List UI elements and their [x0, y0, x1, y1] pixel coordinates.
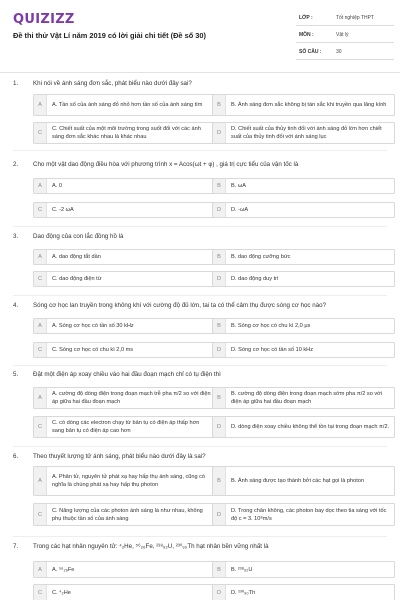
option-letter: C: [34, 123, 47, 143]
option-b[interactable]: [212, 318, 395, 334]
option-letter: A: [34, 467, 47, 495]
meta-row-question-count: [296, 46, 394, 60]
option-b[interactable]: [212, 561, 395, 578]
option-text: A. 0: [52, 183, 62, 189]
option-text: C. Sóng cơ học có chu kì 2,0 ms: [52, 347, 134, 353]
question-divider: [13, 295, 387, 296]
question-text: Sóng cơ học lan truyền trong không khí với cường độ đủ lớn, tai ta có thể cảm thụ được sóng cơ học nào?: [33, 302, 327, 309]
option-letter: C: [34, 417, 47, 437]
question-text: Theo thuyết lượng tử ánh sáng, phát biểu nào dưới đây là sai?: [33, 453, 206, 460]
option-text: D. Sóng cơ học có tần số 10 kHz: [231, 347, 314, 353]
option-d[interactable]: [212, 271, 395, 287]
option-letter: B: [213, 467, 226, 495]
option-text: B. Ánh sáng được tạo thành bởi các hạt gọi là photon: [231, 478, 364, 484]
option-d[interactable]: [212, 342, 395, 358]
question-divider: [13, 536, 387, 537]
option-a[interactable]: [33, 561, 216, 578]
question-text: Cho một vật dao động điều hòa với phương trình x = Acos(ωt + φ) , giá trị cực tiểu của vận tốc là: [33, 161, 299, 168]
question-number: 5.: [13, 371, 19, 378]
option-letter: B: [213, 388, 226, 408]
option-a[interactable]: [33, 387, 216, 409]
option-letter: A: [34, 250, 47, 264]
option-a[interactable]: [33, 318, 216, 334]
option-letter: B: [213, 319, 226, 333]
option-letter: B: [213, 250, 226, 264]
question-text: Dao động của con lắc đồng hồ là: [33, 233, 124, 240]
option-text: B. ωA: [231, 183, 246, 189]
option-text: C. Chiết suất của một môi trường trong suốt đối với các ánh sáng đơn sắc khác nhau là khác nhau: [52, 126, 201, 140]
question-number: 1.: [13, 80, 19, 87]
document-header: [0, 0, 400, 64]
question-number: 7.: [13, 543, 19, 550]
option-a[interactable]: [33, 466, 216, 496]
option-text: C. -2 ωA: [52, 207, 74, 213]
option-letter: D: [213, 504, 226, 525]
option-b[interactable]: [212, 178, 395, 194]
option-text: B. cường độ dòng điện trong đoạn mạch sớm pha π/2 so với điện áp giữa hai đầu đoạn mạch: [231, 391, 383, 405]
meta-row-subject: [296, 29, 394, 43]
option-text: B. dao động cưỡng bức: [231, 254, 291, 260]
option-letter: D: [213, 123, 226, 143]
question-text: Đặt một điện áp xoay chiều vào hai đầu đoạn mạch chỉ có tụ điện thì: [33, 371, 221, 378]
question-number: 3.: [13, 233, 19, 240]
meta-key-question-count: SỐ CÂU :: [299, 49, 322, 55]
option-letter: C: [34, 585, 47, 600]
option-d[interactable]: [212, 503, 395, 526]
quizizz-logo: QUIZIZZ: [13, 12, 75, 27]
meta-value-question-count: 30: [336, 49, 342, 55]
option-c[interactable]: [33, 416, 216, 438]
option-a[interactable]: [33, 249, 216, 265]
option-text: B. Sóng cơ học có chu kì 2,0 μs: [231, 323, 311, 329]
option-d[interactable]: [212, 122, 395, 144]
question-text: Trong các hạt nhân nguyên tử: ⁴₂He, ⁵⁶₂₆Fe, ²³⁸₉₂U, ²³⁰₉₀Th hạt nhân bền vững nhất là: [33, 543, 269, 550]
option-c[interactable]: [33, 122, 216, 144]
option-text: A. dao động tắt dần: [52, 254, 101, 260]
option-c[interactable]: [33, 503, 216, 526]
option-b[interactable]: [212, 249, 395, 265]
option-text: A. Tần số của ánh sáng đỏ nhỏ hơn tần số của ánh sáng tím: [52, 102, 203, 108]
question-divider: [13, 446, 387, 447]
option-letter: C: [34, 504, 47, 525]
option-letter: D: [213, 343, 226, 357]
option-letter: B: [213, 179, 226, 193]
option-c[interactable]: [33, 584, 216, 600]
question-text: Khi nói về ánh sáng đơn sắc, phát biểu nào dưới đây sai?: [33, 80, 192, 87]
meta-value-subject: Vật lý: [336, 32, 349, 38]
option-letter: B: [213, 562, 226, 577]
option-d[interactable]: [212, 584, 395, 600]
option-text: A. Phân tử, nguyên tử phát xạ hay hấp thụ ánh sáng, cũng có nghĩa là chúng phát xạ hay hấp thụ photon: [52, 474, 206, 488]
question-divider: [13, 226, 387, 227]
option-letter: C: [34, 343, 47, 357]
option-b[interactable]: [212, 466, 395, 496]
question-number: 2.: [13, 161, 19, 168]
document-title: Đề thi thử Vật Lí năm 2019 có lời giải chi tiết (Đề số 30): [13, 31, 206, 40]
meta-value-class: Tốt nghiệp THPT: [336, 15, 374, 21]
option-letter: C: [34, 203, 47, 217]
option-text: D. dao động duy trì: [231, 276, 279, 282]
option-letter: C: [34, 272, 47, 286]
option-a[interactable]: [33, 94, 216, 116]
meta-row-class: [296, 12, 394, 26]
option-text: A. cường độ dòng điện trong đoạn mạch trễ pha π/2 so với điện áp giữa hai đầu đoạn mạch: [52, 391, 211, 405]
option-c[interactable]: [33, 271, 216, 287]
option-letter: D: [213, 272, 226, 286]
option-text: D. -ωA: [231, 207, 249, 213]
option-d[interactable]: [212, 202, 395, 218]
option-text: D. ²³⁰₉₀Th: [231, 589, 256, 596]
option-c[interactable]: [33, 202, 216, 218]
option-text: A. ⁵⁶₂₆Fe: [52, 566, 75, 573]
option-text: D. Chiết suất của thủy tinh đối với ánh sáng đỏ lớn hơn chiết suất của thủy tinh đối với ánh sáng lục: [231, 126, 382, 140]
option-a[interactable]: [33, 178, 216, 194]
option-text: B. ²³⁸₉₂U: [231, 566, 253, 573]
option-letter: B: [213, 95, 226, 115]
question-number: 6.: [13, 453, 19, 460]
option-text: C. Năng lượng của các photon ánh sáng là như nhau, không phụ thuộc tần số của ánh sáng: [52, 507, 203, 522]
option-c[interactable]: [33, 342, 216, 358]
option-text: D. dòng điện xoay chiều không thể tồn tại trong đoạn mạch π/2.: [231, 424, 390, 430]
option-letter: D: [213, 585, 226, 600]
meta-key-class: LỚP :: [299, 15, 313, 21]
option-text: C. dao động điện từ: [52, 276, 102, 282]
option-letter: A: [34, 319, 47, 333]
option-text: C. ⁴₂He: [52, 589, 71, 596]
question-number: 4.: [13, 302, 19, 309]
meta-box: [296, 12, 394, 63]
option-b[interactable]: [212, 387, 395, 409]
option-b[interactable]: [212, 94, 395, 116]
option-text: B. Ánh sáng đơn sắc không bị tán sắc khi truyền qua lăng kính: [231, 102, 387, 108]
option-letter: A: [34, 179, 47, 193]
option-letter: A: [34, 562, 47, 577]
option-letter: D: [213, 203, 226, 217]
option-letter: A: [34, 95, 47, 115]
meta-key-subject: MÔN :: [299, 32, 314, 38]
option-text: D. Trong chân không, các photon bay dọc theo tia sáng với tốc độ c = 3. 10⁸m/s: [231, 507, 387, 522]
option-letter: D: [213, 417, 226, 437]
option-d[interactable]: [212, 416, 395, 438]
option-text: A. Sóng cơ học có tần số 30 kHz: [52, 323, 134, 329]
option-text: C. có dòng các electron chạy từ bản tụ có điện áp thấp hơn sang bản tụ có điện áp cao hơn: [52, 420, 200, 434]
question-divider: [13, 150, 387, 151]
question-divider: [13, 365, 387, 366]
option-letter: A: [34, 388, 47, 408]
header-divider: [0, 72, 400, 73]
